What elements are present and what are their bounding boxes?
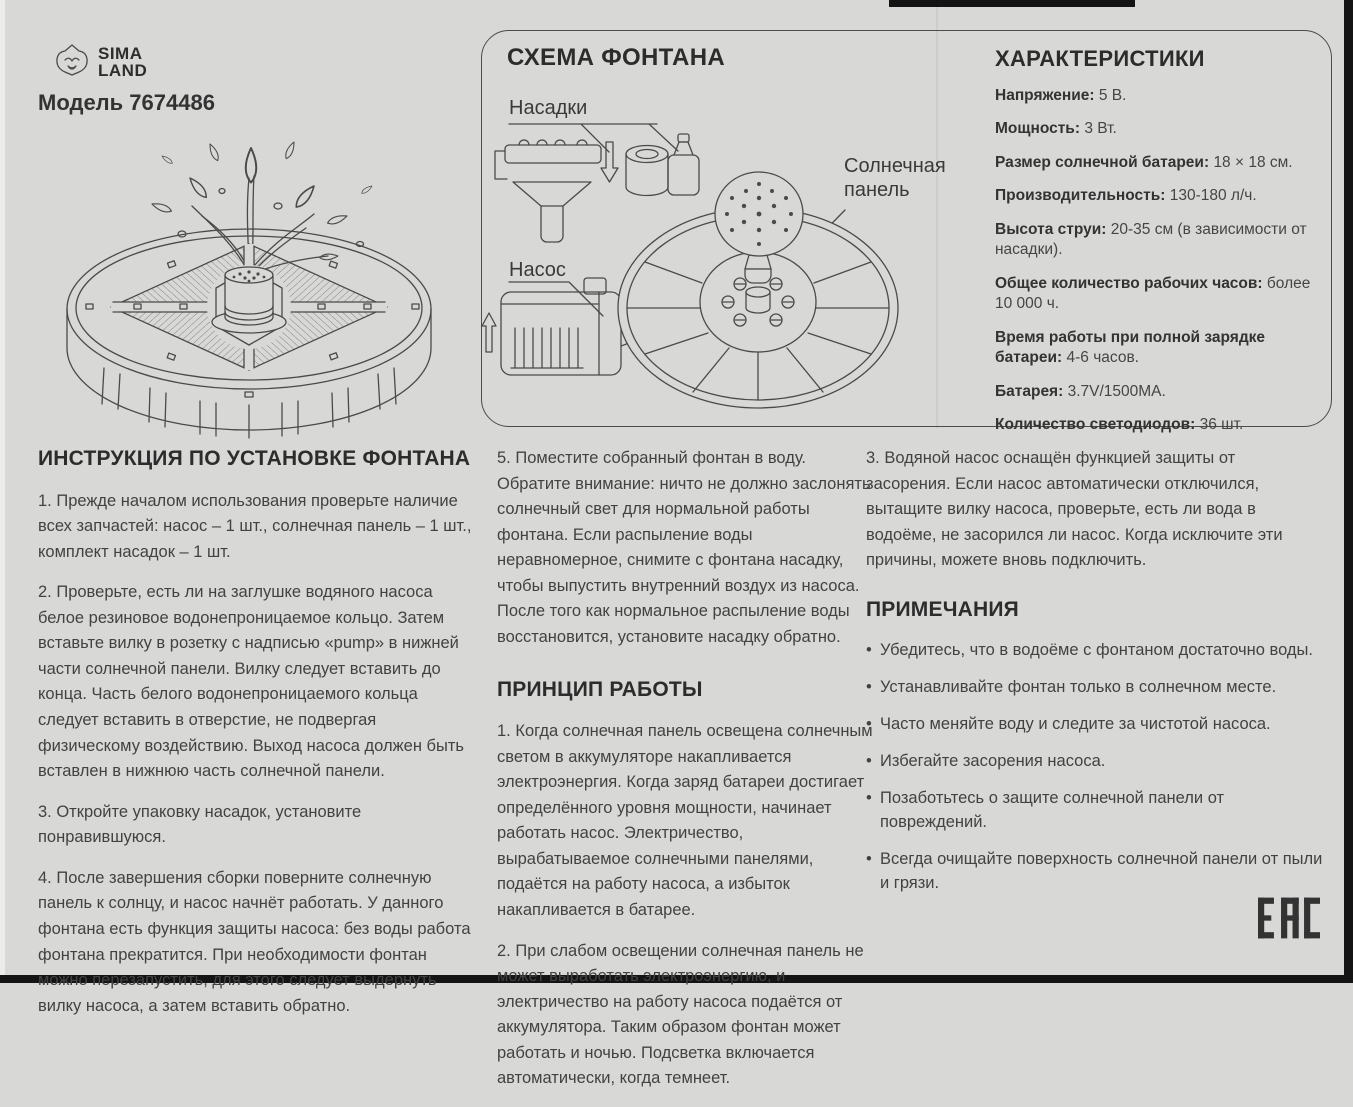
spec-item: Размер солнечной батареи: 18 × 18 см. [995, 153, 1293, 171]
eac-mark-icon [1258, 895, 1320, 946]
middle-column [497, 446, 875, 1107]
principle-title: ПРИНЦИП РАБОТЫ [497, 677, 703, 701]
install-instructions-section [38, 443, 476, 1034]
spec-item: Мощность: 3 Вт. [995, 120, 1117, 138]
right-column [866, 446, 1324, 909]
fountain-illustration [42, 116, 464, 453]
note-item: • Убедитесь, что в водоёме с фонтаном достаточно воды. [866, 639, 1324, 663]
spec-item: Батарея: 3.7V/1500MA. [995, 382, 1166, 400]
principle-step-1: 1. Когда солнечная панель освещена солнечным светом в аккумуляторе накапливается электроэнергия. Когда заряд батареи достигает определённого уровня мощности, начинает работать насос. Электричество, вырабатываемое солнечными панелями, подаётся на работу насоса, а избыток накапливается в батарее. [497, 722, 873, 919]
brand-logo [52, 40, 147, 85]
specs-title: ХАРАКТЕРИСТИКИ [995, 46, 1205, 71]
scan-edge-left [0, 0, 5, 983]
spec-item: Общее количество рабочих часов: более 10 000 ч. [995, 274, 1311, 313]
notes-list [866, 639, 1324, 895]
brand-line2: LAND [98, 60, 148, 80]
note-item: • Часто меняйте воду и следите за чистотой насоса. [866, 713, 1324, 737]
spec-item: Количество светодиодов: 36 шт. [995, 415, 1244, 433]
spec-item: Высота струи: 20-35 см (в зависимости от насадки). [995, 220, 1307, 259]
spec-item: Время работы при полной зарядке батареи: 4-6 часов. [995, 328, 1266, 367]
note-item: • Всегда очищайте поверхность солнечной панели от пыли и грязи. [866, 848, 1324, 896]
label-pump: Насос [509, 259, 566, 281]
install-step-3: 3. Откройте упаковку насадок, установите понравившуюся. [38, 802, 362, 847]
principle-step-2: 2. При слабом освещении солнечная панель не может выработать электроэнергию, и электричество на работу насоса подаётся от аккумулятора. Таким образом фонтан может работать и ночью. Подсветка включается автоматически, когда темнеет. [497, 941, 864, 1088]
fox-logo-icon [52, 40, 92, 85]
brand-line1: SIMA [98, 44, 143, 64]
note-item: • Позаботьтесь о защите солнечной панели от повреждений. [866, 787, 1324, 835]
spec-item: Производительность: 130-180 л/ч. [995, 187, 1257, 205]
pump-protection-step-3: 3. Водяной насос оснащён функцией защиты от засорения. Если насос автоматически отключился, вытащите вилку насоса, проверьте, есть ли вода в водоёме, не засорился ли насос. Когда исключите эти причины, можете вновь подключить. [866, 449, 1283, 570]
label-solar-panel: Солнечная панель [844, 155, 946, 201]
install-step-1: 1. Прежде началом использования проверьте наличие всех запчастей: насос – 1 шт., солнечная панель – 1 шт., комплект насадок – 1 шт. [38, 491, 472, 561]
install-step-5: 5. Поместите собранный фонтан в воду. Обратите внимание: ничто не должно заслонять солнечный свет для нормальной работы фонтана. Если распыление воды неравномерное, снимите с фонтана насадку, чтобы выпустить внутренний воздух из насоса. После того как нормальное распыление воды восстановится, установите насадку обратно. [497, 449, 871, 646]
scan-edge-right [1344, 0, 1353, 983]
model-number: Модель 7674486 [38, 90, 215, 115]
notes-title: ПРИМЕЧАНИЯ [866, 597, 1019, 621]
install-step-2: 2. Проверьте, есть ли на заглушке водяного насоса белое резиновое водонепроницаемое кольцо. Затем вставьте вилку в розетку с надписью «pump» в нижней части солнечной панели. Вилку следует вставить до конца. Часть белого водонепроницаемого кольца следует вставить в отверстие, не подвергая физическому воздействию. Выход насоса должен быть вставлен в нижнюю часть солнечной панели. [38, 583, 464, 781]
label-nozzles: Насадки [509, 97, 588, 119]
install-title: ИНСТРУКЦИЯ ПО УСТАНОВКЕ ФОНТАНА [38, 447, 471, 470]
brand-name [98, 46, 147, 78]
note-item: • Устанавливайте фонтан только в солнечном месте. [866, 676, 1324, 700]
spec-item: Напряжение: 5 В. [995, 87, 1127, 104]
scan-edge-top [889, 0, 1135, 7]
note-item: • Избегайте засорения насоса. [866, 750, 1324, 774]
specs-section [995, 46, 1327, 448]
install-step-4: 4. После завершения сборки поверните солнечную панель к солнцу, и насос начнёт работать. У данного фонтана есть функция защиты насоса: без воды работа фонтана прекратится. При необходимости фонтан можно перезапустить, для этого следует выдернуть вилку насоса, а затем вставить обратно. [38, 868, 471, 1015]
schema-title: СХЕМА ФОНТАНА [507, 44, 725, 71]
